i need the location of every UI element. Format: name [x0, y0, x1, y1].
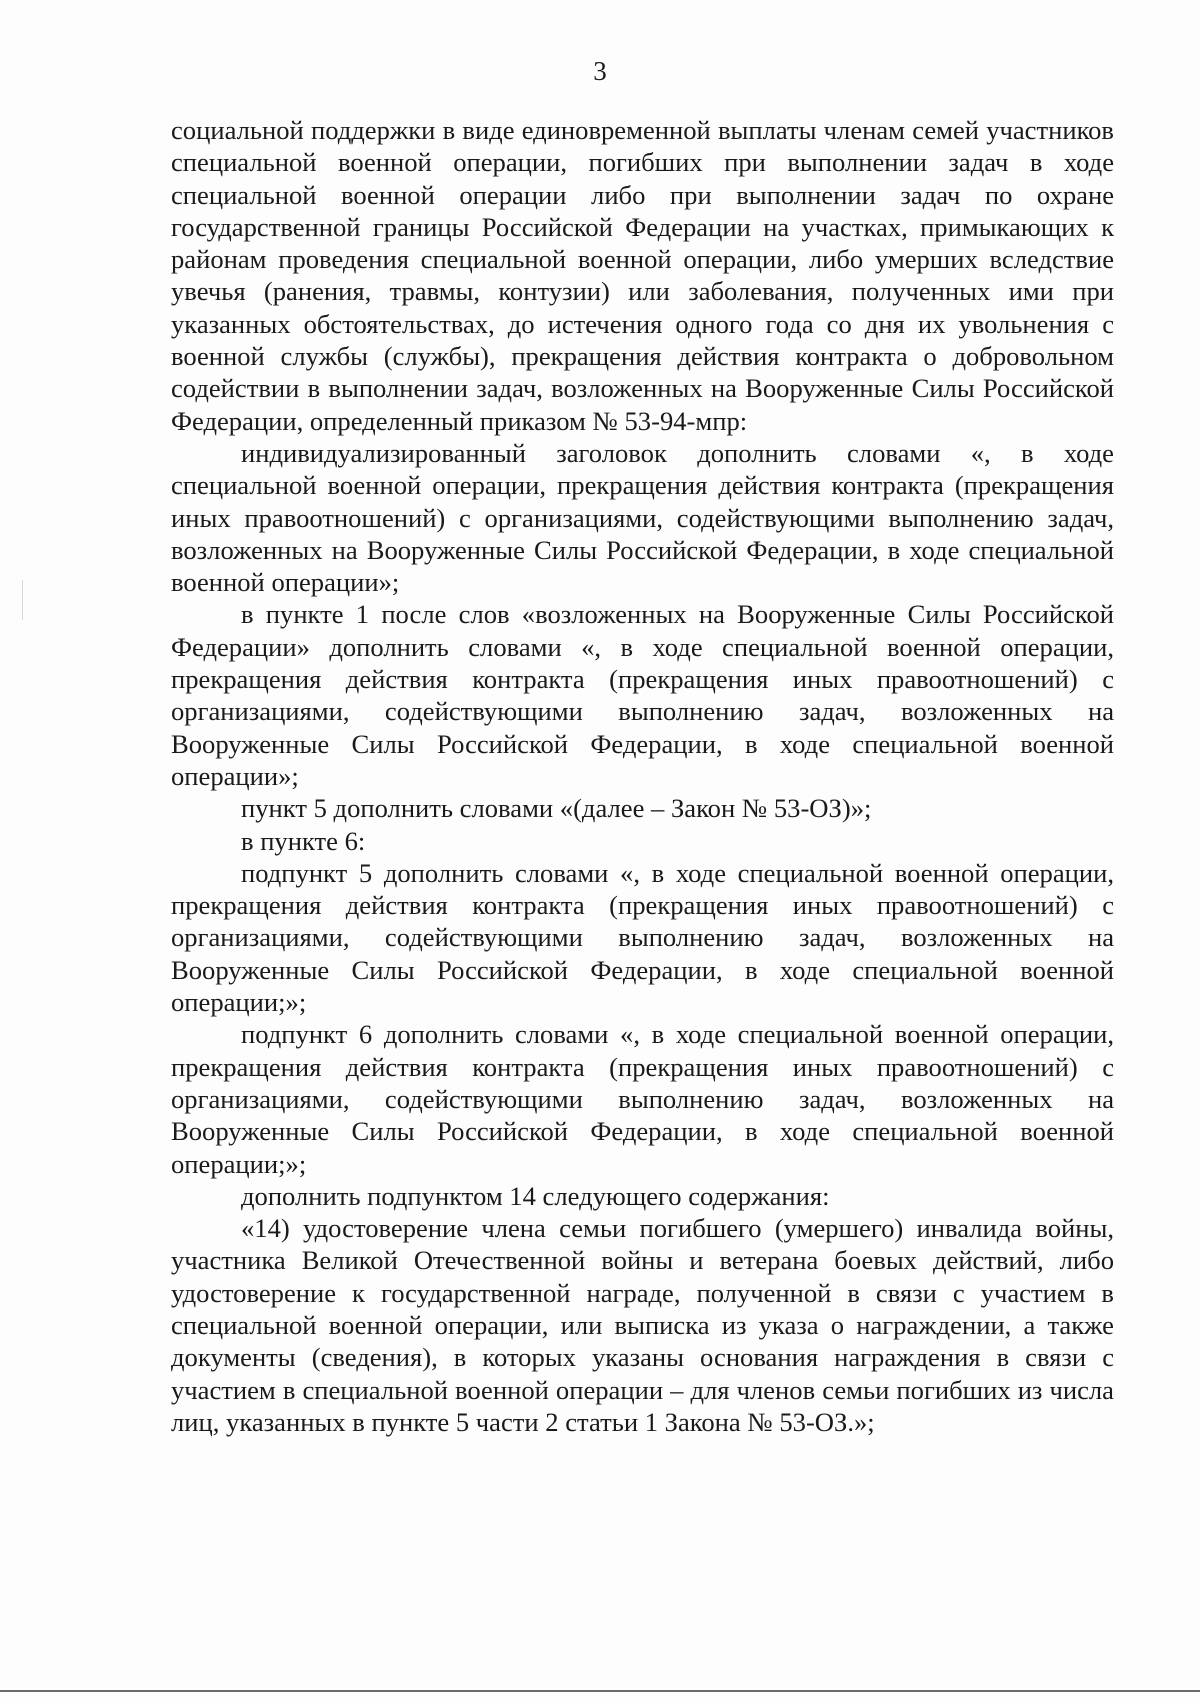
- paragraph-2: индивидуализированный заголовок дополнить словами «, в ходе специальной военной операции, прекращения действия контракта (прекращения иных правоотношений) с организациями, содействующими выполнению задач, возложенных на Вооруженные Силы Российской Федерации, в ходе специальной военной операции»;: [171, 437, 1114, 598]
- scan-bottom-edge: [0, 1690, 1200, 1692]
- scan-margin-mark: [22, 580, 23, 620]
- paragraph-3: в пункте 1 после слов «возложенных на Вооруженные Силы Российской Федерации» дополнить словами «, в ходе специальной военной операции, прекращения действия контракта (прекращения иных правоотношений) с организациями, содействующими выполнению задач, возложенных на Вооруженные Силы Российской Федерации, в ходе специальной военной операции»;: [171, 599, 1114, 791]
- paragraph-6: подпункт 5 дополнить словами «, в ходе специальной военной операции, прекращения действия контракта (прекращения иных правоотношений) с организациями, содействующими выполнению задач, возложенных на Вооруженные Силы Российской Федерации, в ходе специальной военной операции;»;: [171, 857, 1114, 1018]
- paragraph-8: дополнить подпунктом 14 следующего содержания:: [241, 1180, 830, 1211]
- paragraph-5: в пункте 6:: [241, 825, 366, 856]
- paragraph-9: «14) удостоверение члена семьи погибшего (умершего) инвалида войны, участника Великой Отечественной войны и ветерана боевых действий, либо удостоверение к государственной награде, полученной в связи с участием в специальной военной операции, или выписка из указа о награждении, а также документы (сведения), в которых указаны основания награждения в связи с участием в специальной военной операции – для членов семьи погибших из числа лиц, указанных в пункте 5 части 2 статьи 1 Закона № 53-ОЗ.»;: [171, 1213, 1114, 1437]
- paragraph-7: подпункт 6 дополнить словами «, в ходе специальной военной операции, прекращения действия контракта (прекращения иных правоотношений) с организациями, содействующими выполнению задач, возложенных на Вооруженные Силы Российской Федерации, в ходе специальной военной операции;»;: [171, 1019, 1114, 1179]
- paragraph-4: пункт 5 дополнить словами «(далее – Закон № 53-ОЗ)»;: [241, 793, 872, 824]
- document-body: [171, 114, 1114, 1438]
- page-number: 3: [593, 56, 607, 86]
- paragraph-1: социальной поддержки в виде единовременной выплаты членам семей участников специальной военной операции, погибших при выполнении задач в ходе специальной военной операции либо при выполнении задач по охране государственной границы Российской Федерации на участках, примыкающих к районам проведения специальной военной операции, либо умерших вследствие увечья (ранения, травмы, контузии) или заболевания, полученных ими при указанных обстоятельствах, до истечения одного года со дня их увольнения с военной службы (службы), прекращения действия контракта о добровольном содействии в выполнении задач, возложенных на Вооруженные Силы Российской Федерации, определенный приказом № 53-94-мпр:: [171, 115, 1114, 436]
